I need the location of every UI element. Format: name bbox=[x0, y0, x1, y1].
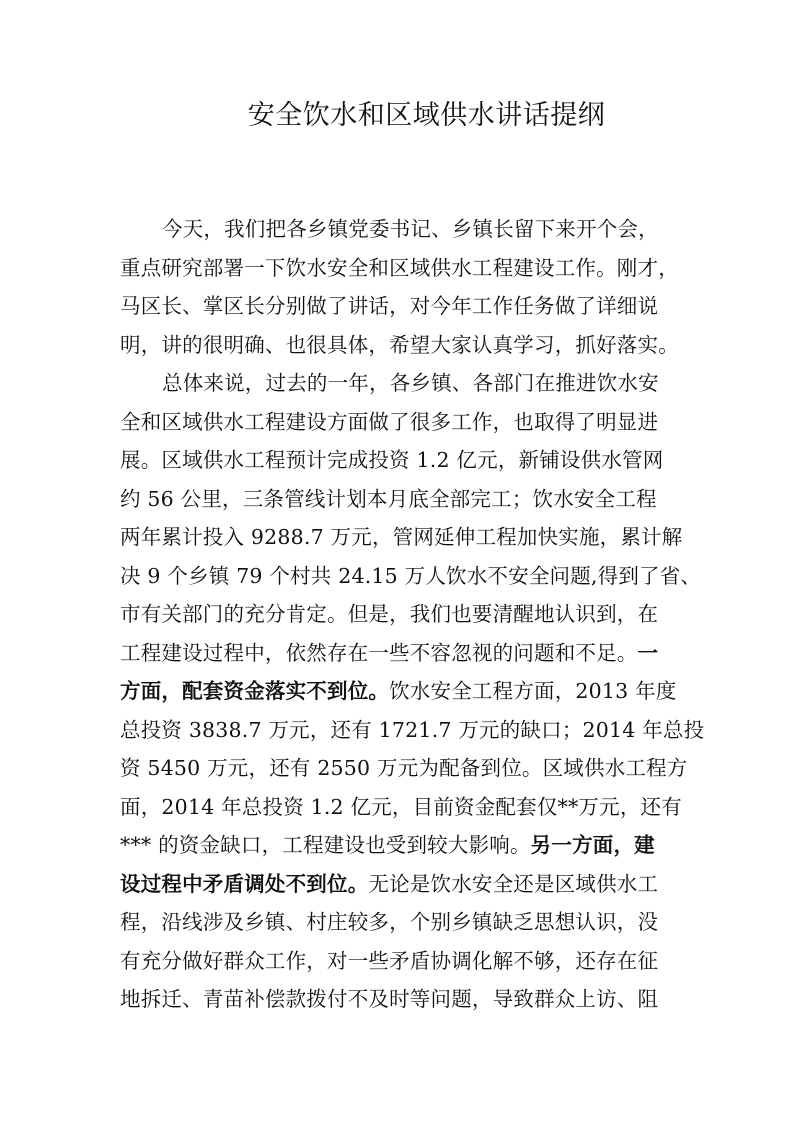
emphasis-run: 另一方面，建 bbox=[530, 833, 655, 857]
text-line: 程，沿线涉及乡镇、村庄较多，个别乡镇缺乏思想认识，没 bbox=[120, 910, 659, 934]
text-line: 有充分做好群众工作，对一些矛盾协调化解不够，还存在征 bbox=[120, 948, 659, 973]
text-line: 总体来说，过去的一年，各乡镇、各部门在推进饮水安 bbox=[162, 371, 659, 395]
text-line: 市有关部门的充分肯定。但是，我们也要清醒地认识到，在 bbox=[120, 602, 659, 626]
text-line: 明，讲的很明确、也很具体，希望大家认真学习，抓好落实。 bbox=[120, 332, 679, 357]
emphasis-run: 设过程中矛盾调处不到位。 bbox=[120, 871, 369, 896]
text-line: 展。区域供水工程预计完成投资 1.2 亿元，新铺设供水管网 bbox=[120, 448, 664, 472]
text-line bbox=[120, 672, 680, 711]
text-run: 无论是饮水安全还是区域供水工 bbox=[368, 871, 659, 896]
text-run: 饮水安全工程方面，2013 年度 bbox=[389, 679, 677, 703]
text-line: 决 9 个乡镇 79 个村共 24.15 万人饮水不安全问题,得到了省、 bbox=[120, 563, 702, 588]
text-line: 今天，我们把各乡镇党委书记、乡镇长留下来开个会， bbox=[162, 217, 659, 241]
text-line: 两年累计投入 9288.7 万元，管网延伸工程加快实施，累计解 bbox=[120, 525, 683, 549]
text-line bbox=[120, 865, 680, 904]
text-line: 重点研究部署一下饮水安全和区域供水工程建设工作。刚才， bbox=[120, 255, 679, 280]
emphasis-run: 方面，配套资金落实不到位。 bbox=[120, 679, 390, 703]
emphasis-run: 一 bbox=[637, 640, 659, 665]
text-line: 资 5450 万元，还有 2550 万元为配备到位。区域供水工程方 bbox=[120, 756, 688, 780]
document-body bbox=[120, 210, 705, 1019]
document-title: 安全饮水和区域供水讲话提纲 bbox=[247, 100, 606, 131]
text-line bbox=[120, 826, 680, 865]
text-run: 工程建设过程中，依然存在一些不容忽视的问题和不足。 bbox=[120, 640, 638, 665]
text-line: 地拆迁、青苗补偿款拨付不及时等问题，导致群众上访、阻 bbox=[120, 987, 659, 1011]
text-line: 全和区域供水工程建设方面做了很多工作，也取得了明显进 bbox=[120, 409, 659, 434]
text-line bbox=[120, 634, 680, 673]
text-line: 面，2014 年总投资 1.2 亿元，目前资金配套仅**万元，还有 bbox=[120, 794, 682, 819]
text-line: 马区长、掌区长分别做了讲话，对今年工作任务做了详细说 bbox=[120, 294, 659, 318]
text-line: 约 56 公里，三条管线计划本月底全部完工；饮水安全工程 bbox=[120, 486, 657, 511]
text-run: *** 的资金缺口，工程建设也受到较大影响。 bbox=[120, 833, 531, 857]
text-line: 总投资 3838.7 万元，还有 1721.7 万元的缺口；2014 年总投 bbox=[120, 717, 705, 742]
